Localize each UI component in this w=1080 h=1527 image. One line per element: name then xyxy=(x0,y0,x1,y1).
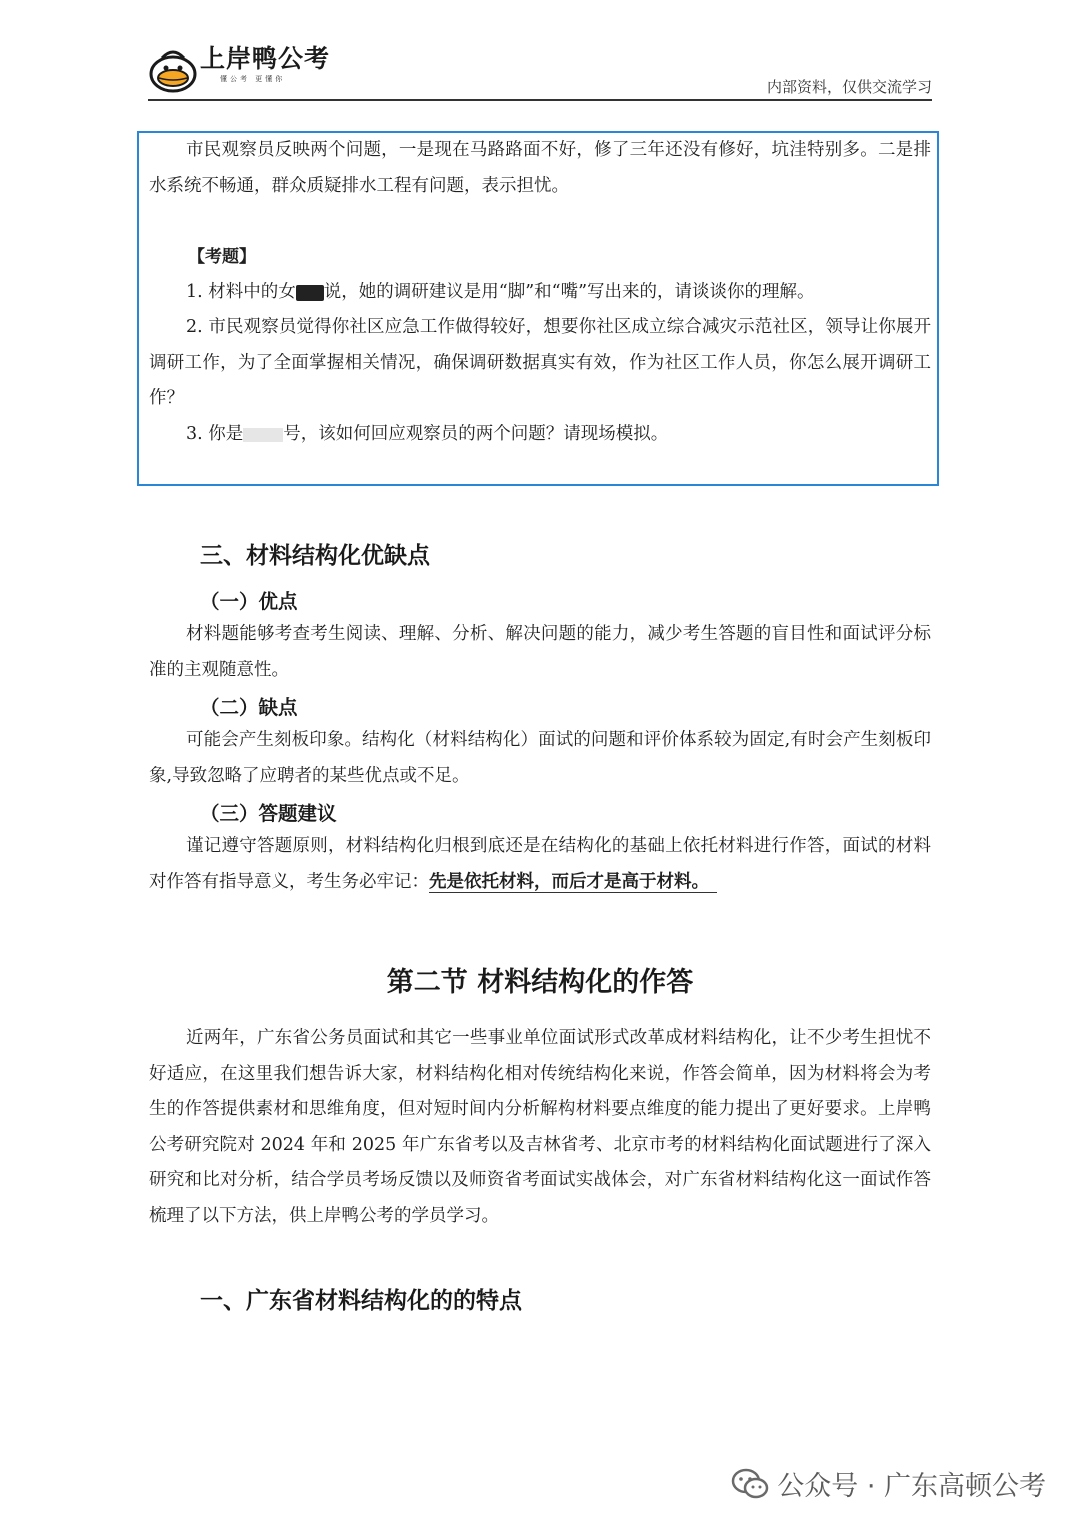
brand-logo xyxy=(148,44,330,94)
chapter-intro: 近两年，广东省公务员面试和其它一些事业单位面试形式改革成材料结构化，让不少考生担忧不好适应，在这里我们想告诉大家，材料结构化相对传统结构化来说，作答会简单，因为材料将会为考生的作答提供素材和思维角度，但对短时间内分析解构材料要点维度的能力提出了更好要求。上岸鸭公考研究院对 2024 年和 2025 年广东省考以及吉林省考、北京市考的材料结构化面试题进行了深入研究和比对分析，结合学员考场反馈以及师资省考面试实战体会，对广东省材料结构化这一面试作答梳理了以下方法，供上岸鸭公考的学员学习。 xyxy=(149,1028,931,1226)
section-heading-features: 一、广东省材料结构化的的特点 xyxy=(200,1288,522,1314)
advantages-text: 材料题能够考查考生阅读、理解、分析、解决问题的能力，减少考生答题的盲目性和面试评分标准的主观随意性。 xyxy=(149,624,931,680)
question-2: 2. 市民观察员觉得你社区应急工作做得较好，想要你社区成立综合减灾示范社区，领导让你展开调研工作，为了全面掌握相关情况，确保调研数据真实有效，作为社区工作人员，你怎么展开调研工作？ xyxy=(149,317,931,408)
logo-slogan: 懂公考 更懂你 xyxy=(220,75,286,83)
subheading-advantages: （一）优点 xyxy=(200,590,298,613)
redaction-mark xyxy=(296,285,324,301)
material-paragraph: 市民观察员反映两个问题，一是现在马路路面不好，修了三年还没有修好，坑洼特别多。二是排水系统不畅通，群众质疑排水工程有问题，表示担忧。 xyxy=(149,140,931,196)
subheading-suggestions: （三）答题建议 xyxy=(200,802,337,825)
section-heading: 三、材料结构化优缺点 xyxy=(200,543,430,569)
watermark-text: 公众号 · 广东高顿公考 xyxy=(777,1471,1046,1502)
disadvantages-text: 可能会产生刻板印象。结构化（材料结构化）面试的问题和评价体系较为固定,有时会产生刻板印象,导致忽略了应聘者的某些优点或不足。 xyxy=(149,730,931,786)
chapter-title: 第二节 材料结构化的作答 xyxy=(386,967,694,998)
page-header xyxy=(148,40,932,100)
duck-logo-icon xyxy=(148,44,198,94)
subheading-disadvantages: （二）缺点 xyxy=(200,696,298,719)
question-1: 1. 材料中的女 说，她的调研建议是用“脚”和“嘴”写出来的，请谈谈你的理解。 xyxy=(186,282,815,302)
question-3: 3. 你是 号，该如何回应观察员的两个问题？请现场模拟。 xyxy=(186,424,669,444)
wechat-icon xyxy=(731,1468,769,1500)
suggestions-text: 谨记遵守答题原则，材料结构化归根到底还是在结构化的基础上依托材料进行作答，面试的材料对作答有指导意义，考生务必牢记：先是依托材料，而后才是高于材料。 xyxy=(149,836,931,892)
redaction-mark xyxy=(243,428,283,442)
header-notice: 内部资料，仅供交流学习 xyxy=(766,78,932,96)
exam-label: 【考题】 xyxy=(188,247,256,267)
emphasis-text: 先是依托材料，而后才是高于材料。 xyxy=(429,872,717,893)
logo-title: 上岸鸭公考 xyxy=(200,44,331,73)
header-divider xyxy=(148,99,932,101)
watermark xyxy=(731,1464,1046,1503)
